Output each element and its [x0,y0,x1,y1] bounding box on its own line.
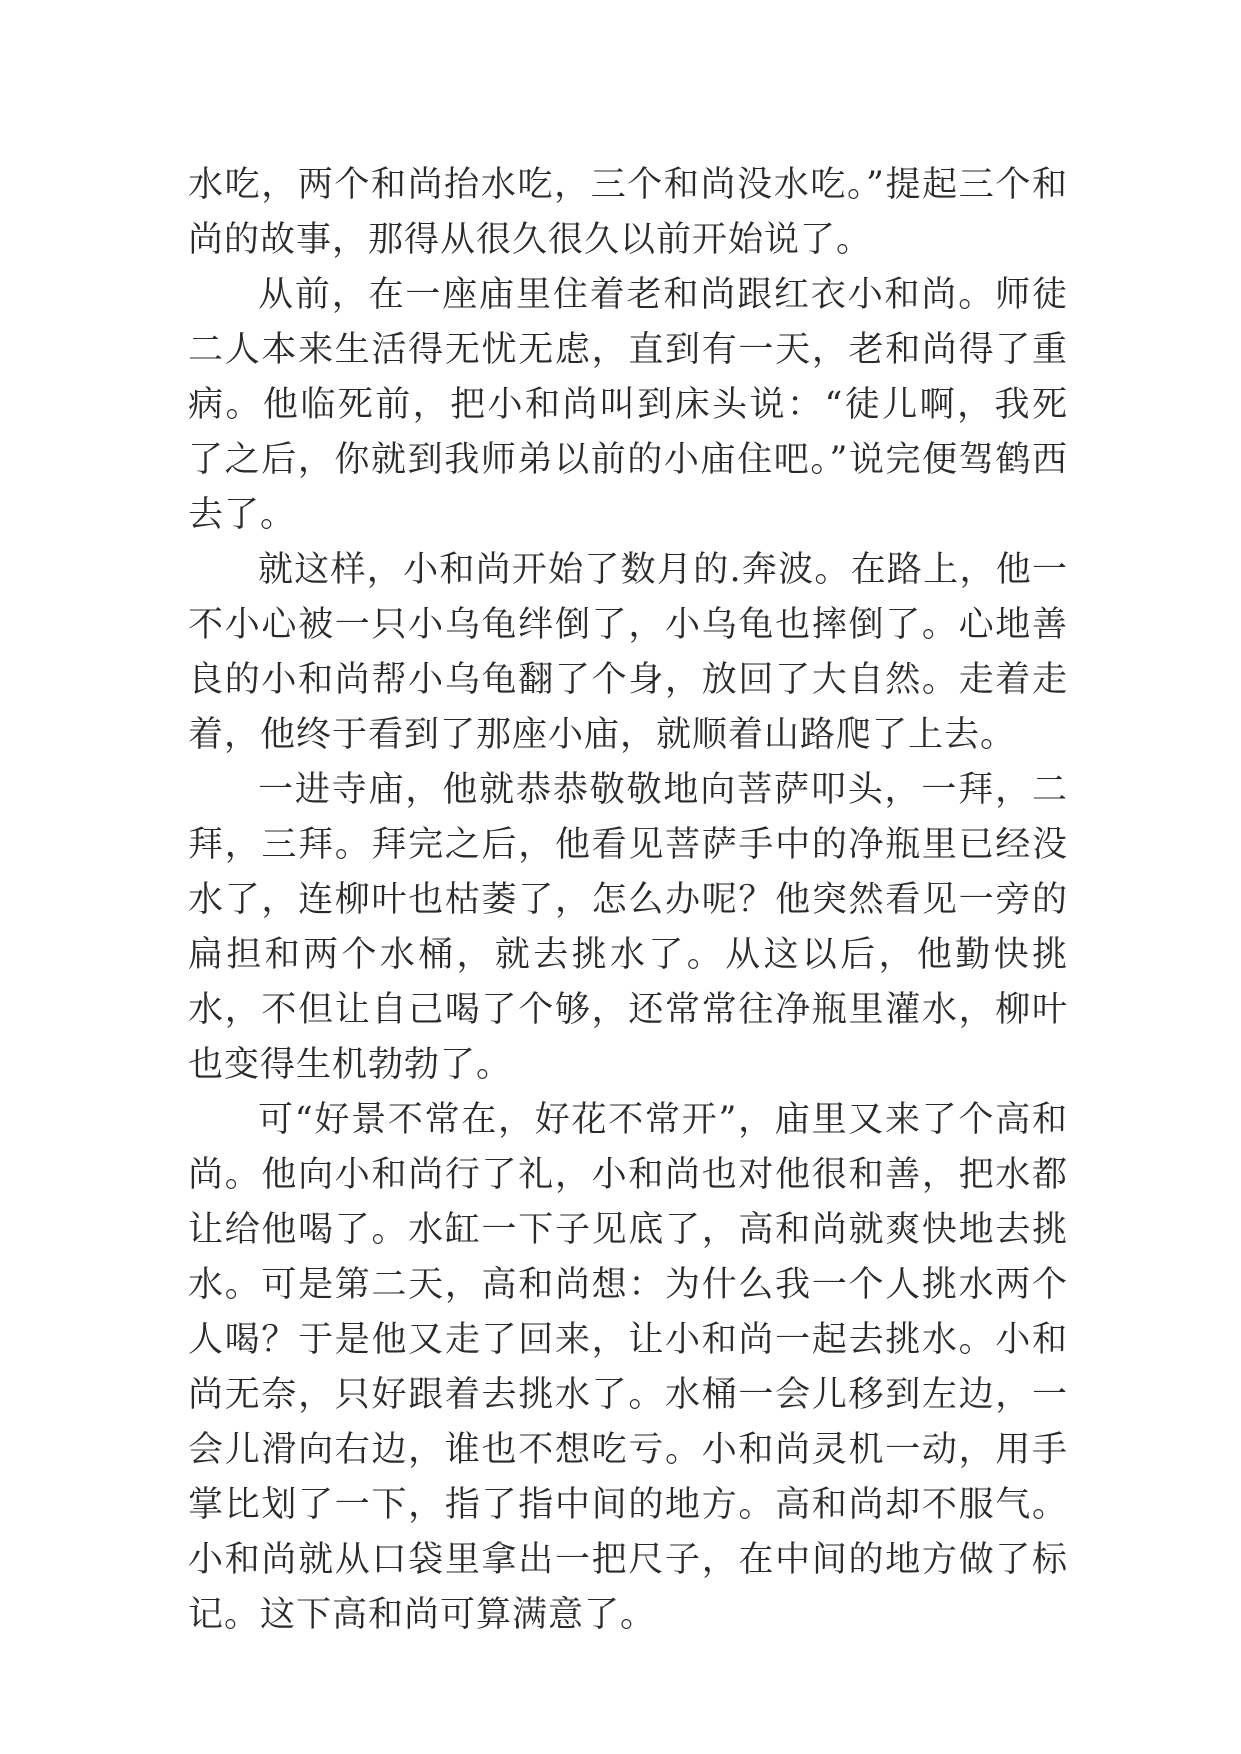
paragraph-4: 一进寺庙，他就恭恭敬敬地向菩萨叩头，一拜，二拜，三拜。拜完之后，他看见菩萨手中的净瓶里已经没水了，连柳叶也枯萎了，怎么办呢？他突然看见一旁的扁担和两个水桶，就去挑水了。从这以后，他勤快挑水，不但让自己喝了个够，还常常往净瓶里灌水，柳叶也变得生机勃勃了。 [188,770,1068,1085]
paragraph-1: 水吃，两个和尚抬水吃，三个和尚没水吃。”提起三个和尚的故事，那得从很久很久以前开始说了。 [188,165,1068,260]
paragraph-2: 从前，在一座庙里住着老和尚跟红衣小和尚。师徒二人本来生活得无忧无虑，直到有一天，老和尚得了重病。他临死前，把小和尚叫到床头说：“徒儿啊，我死了之后，你就到我师弟以前的小庙住吧。”说完便驾鹤西去了。 [188,275,1068,535]
document-body [188,158,1068,1643]
paragraph-3: 就这样，小和尚开始了数月的.奔波。在路上，他一不小心被一只小乌龟绊倒了，小乌龟也摔倒了。心地善良的小和尚帮小乌龟翻了个身，放回了大自然。走着走着，他终于看到了那座小庙，就顺着山路爬了上去。 [188,550,1068,755]
paragraph-5: 可“好景不常在，好花不常开”，庙里又来了个高和尚。他向小和尚行了礼，小和尚也对他很和善，把水都让给他喝了。水缸一下子见底了，高和尚就爽快地去挑水。可是第二天，高和尚想：为什么我一个人挑水两个人喝？于是他又走了回来，让小和尚一起去挑水。小和尚无奈，只好跟着去挑水了。水桶一会儿移到左边，一会儿滑向右边，谁也不想吃亏。小和尚灵机一动，用手掌比划了一下，指了指中间的地方。高和尚却不服气。小和尚就从口袋里拿出一把尺子，在中间的地方做了标记。这下高和尚可算满意了。 [188,1100,1068,1635]
